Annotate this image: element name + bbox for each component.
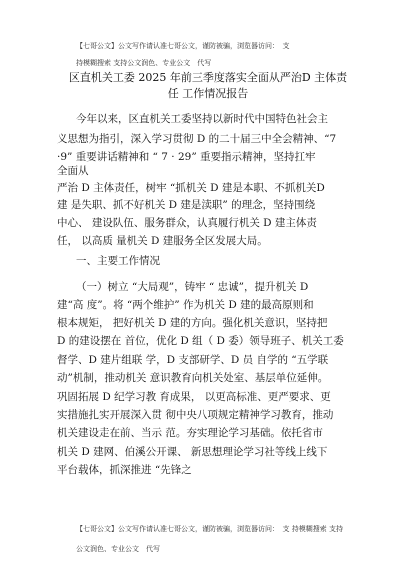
header-notice-line-1: 【七哥公文】公文写作请认准七哥公文，谨防被骗，浏览器访问： 支 (76, 42, 290, 50)
body-line: 机关建设走在前、当示 范。夯实理论学习基础。依托省市 (57, 427, 323, 439)
report-title-line-2: 任 工作情况报告 (167, 87, 249, 100)
body-line: 督学、D 建片组联 学，D 支部研学、D 员 自学的 “五学联 (57, 354, 329, 366)
header-notice-line-2: 持模糊搜索 支持公文润色、专业公文 代写 (76, 59, 212, 67)
body-line: 平台载体，抓深推进 “先锋之 (57, 464, 192, 476)
report-title-line-1: 区直机关工委 2025 年前三季度落实全面从严治D 主体责 (68, 71, 348, 84)
footer-notice-line-2: 公文润色、专业公文 代写 (76, 545, 160, 553)
body-line: 义思想为指引，深入学习贯彻 D 的二十届三中全会精神、“7 (57, 133, 337, 145)
body-line: 巩固拓展 D 纪学习教 育成果， 以更高标准、更严要求、更 (57, 391, 331, 403)
section-heading: 一、主要工作情况 (76, 255, 160, 267)
body-line: D 的建设摆在 首位，优化 D 组（ D 委）领导班子、机关工委 (57, 335, 344, 347)
body-line: 全面从 (57, 165, 89, 177)
footer-notice-line-1: 【七哥公文】公文写作请认准七哥公文，谨防被骗，浏览器访问： 支 持模糊搜索 支持 (76, 525, 343, 533)
body-line: 严治 D 主体责任，树牢 “抓机关 D 建是本职、不抓机关D (57, 182, 325, 194)
body-line: 今年以来，区直机关工委坚持以新时代中国特色社会主 (76, 113, 328, 125)
body-line: 建 是失职、抓不好机关 D 建是渎职” 的理念，坚持围绕 (57, 199, 316, 211)
body-line: 根本规矩， 把好机关 D 建的方向。强化机关意识，坚持把 (57, 317, 328, 329)
body-line: ·9” 重要讲话精神和 “ 7 · 29” 重要指示精神，坚持扛牢 (57, 151, 316, 163)
body-line: 建“高 度”。将 “两个维护” 作为机关 D 建的最高原则和 (57, 299, 314, 311)
body-line: 动”机制，推动机关 意识教育向机关处室、基层单位延伸。 (57, 372, 329, 384)
body-line: 机关 D 建网、伯溪公开课、 新思想理论学习社等线上线下 (57, 446, 328, 458)
body-line: 实措施扎实开展深入贯 彻中央八项规定精神学习教育，推动 (57, 409, 334, 421)
body-line: 任， 以高质 量机关 D 建服务全区发展大局。 (57, 235, 268, 247)
body-line: 中心、 建设队伍、服务群众，认真履行机关 D 建主体责 (57, 217, 317, 229)
body-line: （一）树立 “大局观”，铸牢 “ 忠诚”，提升机关 D (76, 281, 309, 293)
